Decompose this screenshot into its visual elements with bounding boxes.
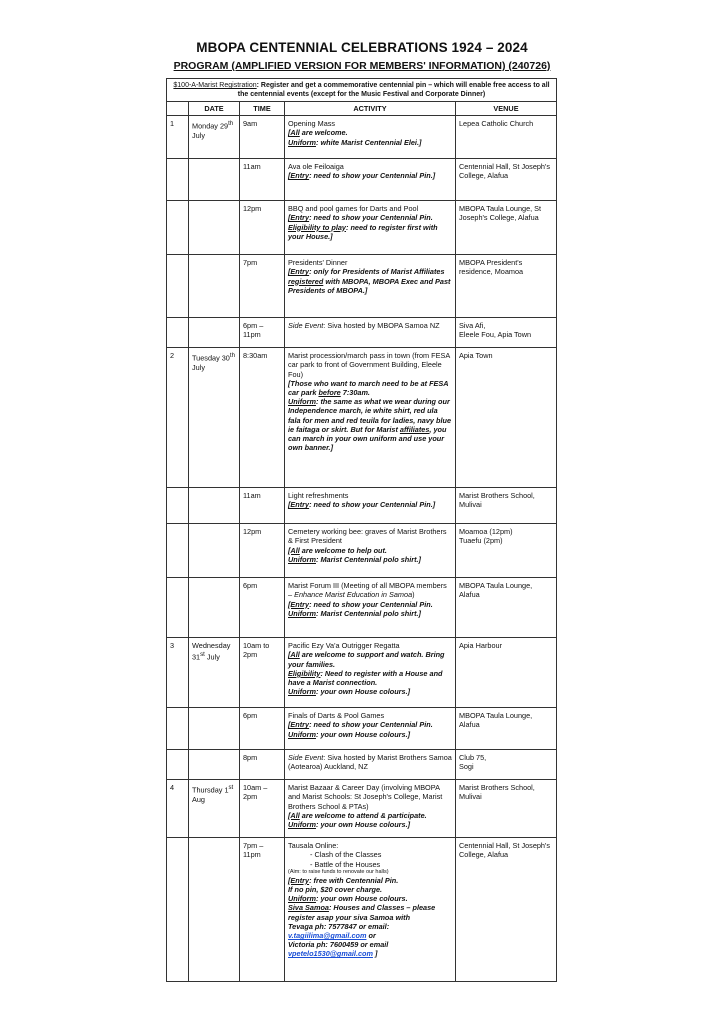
event-time: 11am	[240, 488, 285, 524]
event-activity: Light refreshments [Entry: need to show your Centennial Pin.]	[285, 488, 456, 524]
email-link-victoria[interactable]: vpetelo1530@gmail.com	[288, 949, 373, 959]
event-time: 12pm	[240, 524, 285, 578]
page-subtitle: PROGRAM (AMPLIFIED VERSION FOR MEMBERS' INFORMATION) (240726)	[173, 60, 551, 72]
event-venue: Lepea Catholic Church	[456, 116, 557, 159]
event-activity: Side Event: Siva hosted by Marist Brothers Samoa (Aotearoa) Auckland, NZ	[285, 750, 456, 780]
table-row	[167, 201, 557, 255]
event-activity: Marist procession/march pass in town (from FESA car park to front of Government Building, Eleele Fou) [Those who want to march need to be at FESA car park before 7:30am. Uniform: the same as what we wear during our Independence march, ie white shirt, red ula fala for men and red teuila for ladies, navy blue ie faitaga or skirt. But for Marist affiliates, you can march in your own uniform and use your own banner.]	[285, 348, 456, 488]
table-row	[167, 780, 557, 838]
event-time: 8pm	[240, 750, 285, 780]
day-number: 4	[167, 780, 189, 838]
table-row	[167, 348, 557, 488]
list-item: - Battle of the Houses	[310, 859, 381, 869]
day-date: Tuesday 30th July	[189, 348, 240, 488]
table-row	[167, 638, 557, 708]
event-time: 7pm – 11pm	[240, 838, 285, 982]
table-row	[167, 255, 557, 318]
event-venue: MBOPA President's residence, Moamoa	[456, 255, 557, 318]
day-date: Thursday 1st Aug	[189, 780, 240, 838]
event-activity: Marist Bazaar & Career Day (involving MBOPA and Marist Schools: St Joseph's College, Marist Brothers School & PTAs) [All are welcome to attend & participate. Uniform: your own House colours.]	[285, 780, 456, 838]
day-date: Monday 29th July	[189, 116, 240, 159]
table-row	[167, 524, 557, 578]
event-time: 6pm – 11pm	[240, 318, 285, 348]
event-venue: Moamoa (12pm) Tuaefu (2pm)	[456, 524, 557, 578]
event-venue: MBOPA Taula Lounge, St Joseph's College, Alafua	[456, 201, 557, 255]
col-date: DATE	[189, 102, 240, 116]
event-time: 11am	[240, 159, 285, 201]
event-time: 9am	[240, 116, 285, 159]
event-time: 8:30am	[240, 348, 285, 488]
col-venue: VENUE	[456, 102, 557, 116]
event-time: 10am to 2pm	[240, 638, 285, 708]
event-activity: Ava ole Feiloaiga [Entry: need to show your Centennial Pin.]	[285, 159, 456, 201]
event-time: 12pm	[240, 201, 285, 255]
event-activity: Opening Mass [All are welcome. Uniform: white Marist Centennial Elei.]	[285, 116, 456, 159]
list-item: - Clash of the Classes	[310, 850, 382, 860]
event-venue: Apia Town	[456, 348, 557, 488]
event-venue: Marist Brothers School, Mulivai	[456, 488, 557, 524]
table-row	[167, 578, 557, 638]
registration-note	[167, 79, 557, 102]
event-time: 6pm	[240, 708, 285, 750]
table-row	[167, 488, 557, 524]
day-number: 1	[167, 116, 189, 159]
event-activity: Pacific Ezy Va'a Outrigger Regatta [All are welcome to support and watch. Bring your families. Eligibility: Need to register with a House and have a Marist connection. Uniform: your own House colours.]	[285, 638, 456, 708]
event-venue: Club 75, Sogi	[456, 750, 557, 780]
event-venue: Apia Harbour	[456, 638, 557, 708]
event-venue: Centennial Hall, St Joseph's College, Alafua	[456, 159, 557, 201]
day-date: Wednesday 31st July	[189, 638, 240, 708]
event-activity: Cemetery working bee: graves of Marist Brothers & First President [All are welcome to help out. Uniform: Marist Centennial polo shirt.]	[285, 524, 456, 578]
table-row	[167, 116, 557, 159]
header-row	[167, 102, 557, 116]
registration-row	[167, 79, 557, 102]
table-row	[167, 750, 557, 780]
event-activity: BBQ and pool games for Darts and Pool [Entry: need to show your Centennial Pin. Eligibility to play: need to register first with your House.]	[285, 201, 456, 255]
event-activity: Presidents' Dinner [Entry: only for Presidents of Marist Affiliates registered with MBOPA, MBOPA Exec and Past Presidents of MBOPA.]	[285, 255, 456, 318]
event-venue: MBOPA Taula Lounge, Alafua	[456, 708, 557, 750]
event-time: 10am – 2pm	[240, 780, 285, 838]
event-time: 7pm	[240, 255, 285, 318]
table-row	[167, 159, 557, 201]
event-activity: Side Event: Siva hosted by MBOPA Samoa NZ	[285, 318, 456, 348]
registration-text: : Register and get a commemorative centennial pin – which will enable free access to all the centennial events (except for the Music Festival and Corporate Dinner)	[237, 82, 550, 98]
event-venue: Marist Brothers School, Mulivai	[456, 780, 557, 838]
registration-lead: $100-A-Marist Registration	[173, 82, 257, 89]
email-link-tevaga[interactable]: v.tagiilima@gmail.com	[288, 931, 367, 941]
event-venue: MBOPA Taula Lounge, Alafua	[456, 578, 557, 638]
day-number: 3	[167, 638, 189, 708]
table-row	[167, 708, 557, 750]
col-num	[167, 102, 189, 116]
table-row	[167, 318, 557, 348]
table-row	[167, 838, 557, 982]
event-activity: Tausala Online: - Clash of the Classes - Battle of the Houses (Aim: to raise funds to renovate our halls) [Entry: free with Centennial Pin. If no pin, $20 cover charge. Uniform: your own House colours. Siva Samoa: Houses and Classes – please register asap your siva Samoa with Tevaga ph: 7577847 or email: v.tagiilima@gmail.com or Victoria ph: 7600459 or email vpetelo1530@gmail.com ]	[285, 838, 456, 982]
col-time: TIME	[240, 102, 285, 116]
program-table	[166, 78, 557, 982]
event-activity: Marist Forum III (Meeting of all MBOPA members – Enhance Marist Education in Samoa) [Entry: need to show your Centennial Pin. Uniform: Marist Centennial polo shirt.]	[285, 578, 456, 638]
event-venue: Centennial Hall, St Joseph's College, Alafua	[456, 838, 557, 982]
event-time: 6pm	[240, 578, 285, 638]
page-title: MBOPA CENTENNIAL CELEBRATIONS 1924 – 2024	[196, 40, 528, 55]
day-number: 2	[167, 348, 189, 488]
col-activity: ACTIVITY	[285, 102, 456, 116]
event-venue: Siva Afi, Eleele Fou, Apia Town	[456, 318, 557, 348]
event-activity: Finals of Darts & Pool Games [Entry: need to show your Centennial Pin. Uniform: your own House colours.]	[285, 708, 456, 750]
